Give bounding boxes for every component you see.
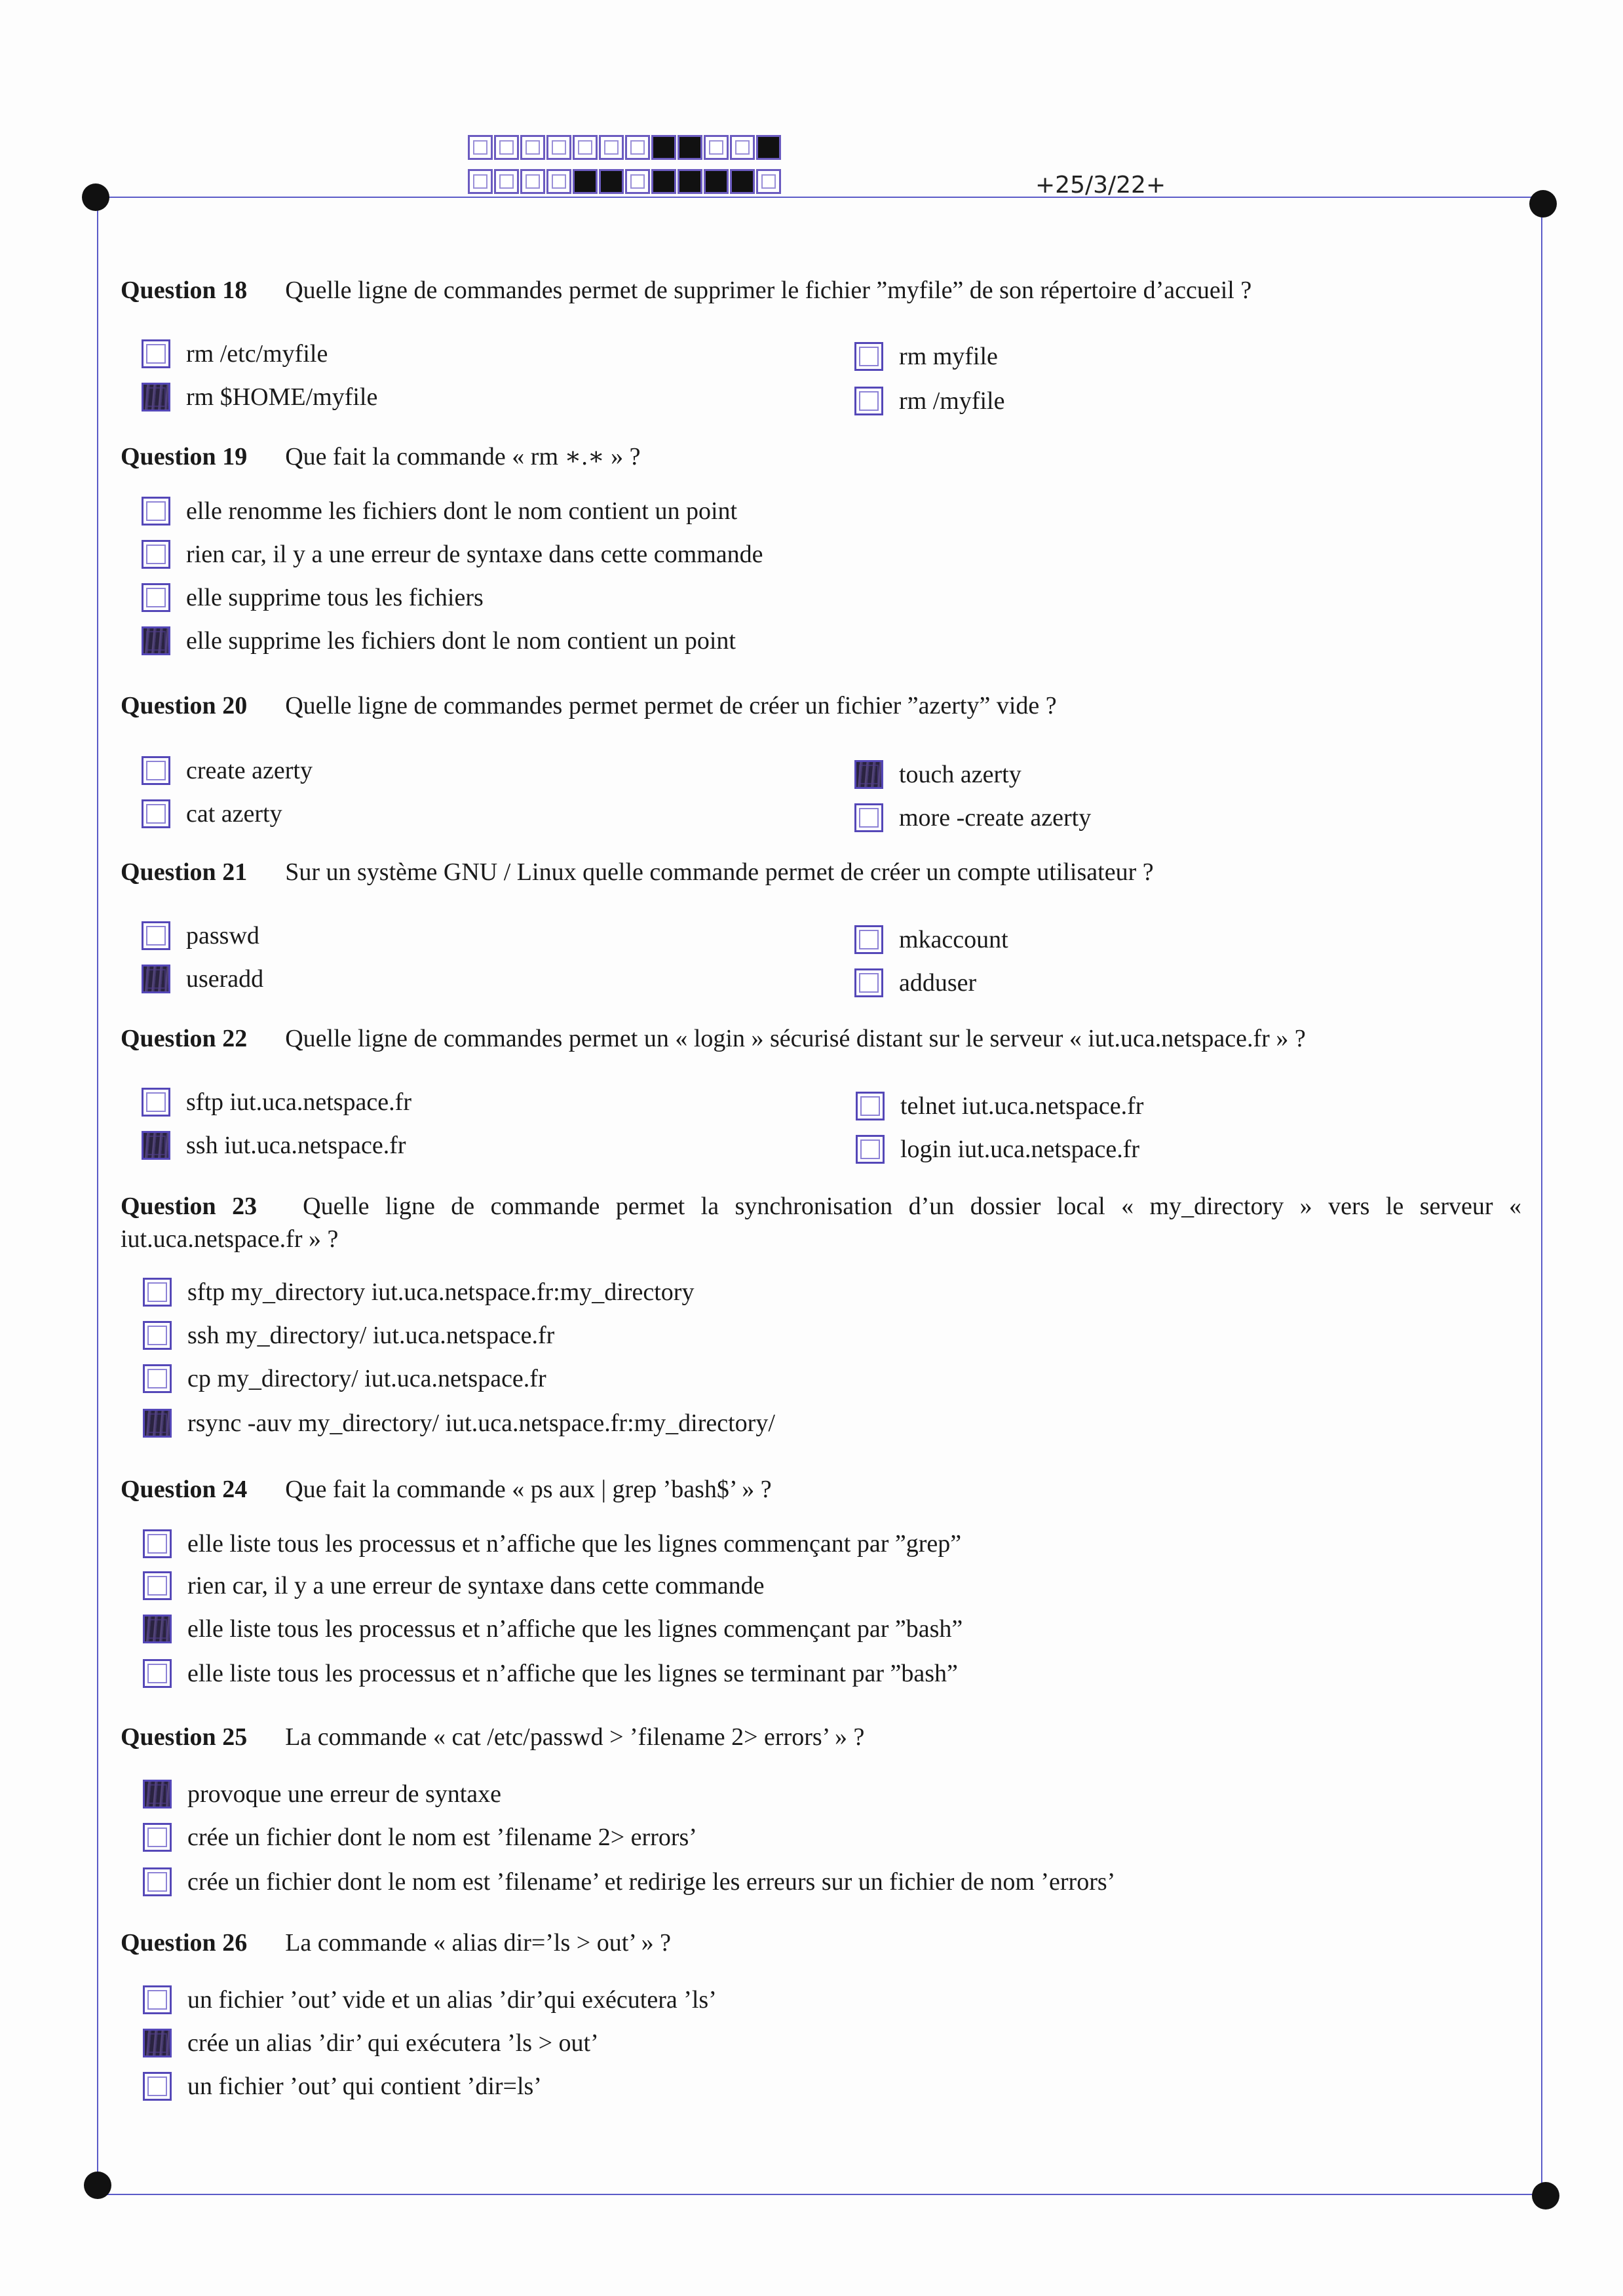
option-q23-d[interactable] [143, 1406, 775, 1440]
code-cell [468, 169, 493, 194]
registration-mark-top-left [82, 183, 109, 211]
code-cell [494, 169, 519, 194]
checkbox[interactable] [854, 925, 883, 954]
checkbox[interactable] [142, 1088, 170, 1117]
question-label: Question 21 [121, 858, 248, 886]
option-q21-d[interactable] [854, 966, 976, 1000]
option-q20-d[interactable] [854, 801, 1091, 835]
checkbox[interactable] [143, 1615, 172, 1643]
code-cell [520, 169, 545, 194]
checkbox[interactable] [143, 1529, 172, 1558]
option-q21-b[interactable] [142, 962, 263, 996]
option-q19-d[interactable] [142, 624, 736, 658]
question-23 [121, 1190, 1521, 1255]
checkbox[interactable] [142, 1131, 170, 1160]
option-text: elle renomme les fichiers dont le nom contient un point [186, 497, 738, 525]
question-text: Quelle ligne de commandes permet un « login » sécurisé distant sur le serveur « iut.uca.netspace.fr » ? [285, 1025, 1306, 1052]
option-text: rm $HOME/myfile [186, 383, 378, 411]
option-text: elle liste tous les processus et n’affiche que les lignes se terminant par ”bash” [187, 1660, 958, 1687]
question-21 [121, 856, 1523, 889]
option-q19-a[interactable] [142, 494, 737, 528]
option-q26-c[interactable] [143, 2069, 542, 2103]
option-text: rien car, il y a une erreur de syntaxe dans cette commande [187, 1572, 765, 1599]
checkbox[interactable] [854, 760, 883, 789]
question-20 [121, 689, 1523, 722]
checkbox[interactable] [142, 497, 170, 526]
option-q20-c[interactable] [854, 757, 1022, 792]
checkbox[interactable] [143, 1780, 172, 1808]
checkbox[interactable] [143, 1278, 172, 1307]
question-label: Question 24 [121, 1476, 248, 1503]
option-text: touch azerty [899, 761, 1022, 788]
code-cell [494, 135, 519, 160]
option-q24-d[interactable] [143, 1656, 958, 1691]
option-text: crée un alias ’dir’ qui exécutera ’ls > out’ [187, 2029, 599, 2057]
code-cell [651, 135, 676, 160]
option-text: un fichier ’out’ vide et un alias ’dir’qui exécutera ’ls’ [187, 1986, 717, 2014]
option-text: elle supprime tous les fichiers [186, 584, 484, 611]
checkbox[interactable] [142, 799, 170, 828]
checkbox[interactable] [142, 921, 170, 950]
question-label: Question 18 [121, 277, 248, 304]
checkbox[interactable] [143, 1571, 172, 1600]
checkbox[interactable] [142, 383, 170, 411]
question-label: Question 23 [121, 1193, 258, 1220]
checkbox[interactable] [143, 2029, 172, 2057]
option-text: more -create azerty [899, 804, 1092, 832]
code-cell [599, 169, 624, 194]
code-cell [678, 135, 702, 160]
option-text: mkaccount [899, 926, 1008, 953]
checkbox[interactable] [143, 1321, 172, 1350]
code-cell [730, 135, 755, 160]
question-label: Question 20 [121, 692, 248, 719]
question-text: Que fait la commande « ps aux | grep ’bash$’ » ? [285, 1476, 772, 1503]
question-text: Quelle ligne de commandes permet permet de créer un fichier ”azerty” vide ? [285, 692, 1057, 719]
checkbox[interactable] [143, 1659, 172, 1688]
code-cell [573, 135, 598, 160]
option-text: telnet iut.uca.netspace.fr [900, 1092, 1144, 1120]
code-cell [704, 169, 729, 194]
checkbox[interactable] [143, 1823, 172, 1852]
option-q24-a[interactable] [143, 1527, 961, 1561]
registration-mark-top-right [1529, 190, 1557, 218]
code-cell [704, 135, 729, 160]
checkbox[interactable] [142, 540, 170, 569]
option-q22-b[interactable] [142, 1128, 406, 1162]
option-text: provoque une erreur de syntaxe [187, 1780, 502, 1808]
question-text: Quelle ligne de commande permet la synchronisation d’un dossier local « my_directory » vers le serveur « iut.uca.netspace.fr » ? [121, 1193, 1521, 1253]
option-text: rm myfile [899, 343, 998, 370]
checkbox[interactable] [854, 387, 883, 415]
registration-mark-bottom-right [1532, 2182, 1559, 2210]
option-text: create azerty [186, 757, 313, 784]
option-text: adduser [899, 969, 977, 997]
question-label: Question 19 [121, 443, 248, 470]
option-q19-c[interactable] [142, 581, 484, 615]
checkbox[interactable] [142, 756, 170, 785]
option-q24-b[interactable] [143, 1569, 765, 1603]
checkbox[interactable] [142, 965, 170, 993]
checkbox[interactable] [142, 339, 170, 368]
question-25 [121, 1721, 1523, 1753]
option-text: elle liste tous les processus et n’affiche que les lignes commençant par ”bash” [187, 1615, 963, 1643]
checkbox[interactable] [856, 1092, 885, 1120]
question-22 [121, 1022, 1523, 1055]
checkbox[interactable] [142, 583, 170, 612]
option-text: rsync -auv my_directory/ iut.uca.netspace.fr:my_directory/ [187, 1409, 775, 1437]
checkbox[interactable] [854, 342, 883, 371]
option-q21-a[interactable] [142, 919, 259, 953]
option-q18-b[interactable] [142, 380, 377, 414]
option-text: elle liste tous les processus et n’affiche que les lignes commençant par ”grep” [187, 1530, 962, 1558]
option-q25-c[interactable] [143, 1865, 1115, 1899]
option-text: rm /etc/myfile [186, 340, 328, 368]
code-cell [520, 135, 545, 160]
checkbox[interactable] [856, 1135, 885, 1164]
option-q25-a[interactable] [143, 1777, 501, 1811]
option-text: cat azerty [186, 800, 282, 828]
option-text: rien car, il y a une erreur de syntaxe dans cette commande [186, 541, 763, 568]
code-cell [651, 169, 676, 194]
option-q18-d[interactable] [854, 384, 1004, 418]
option-q25-b[interactable] [143, 1820, 697, 1854]
option-text: ssh iut.uca.netspace.fr [186, 1132, 406, 1159]
checkbox[interactable] [142, 626, 170, 655]
option-q18-c[interactable] [854, 339, 998, 373]
checkbox[interactable] [854, 968, 883, 997]
option-q26-b[interactable] [143, 2026, 599, 2060]
option-q26-a[interactable] [143, 1983, 717, 2017]
checkbox[interactable] [143, 1867, 172, 1896]
option-q23-b[interactable] [143, 1318, 554, 1352]
option-q22-d[interactable] [856, 1132, 1139, 1166]
option-q19-b[interactable] [142, 537, 763, 571]
option-text: elle supprime les fichiers dont le nom contient un point [186, 627, 736, 655]
option-q23-a[interactable] [143, 1275, 694, 1309]
option-q22-c[interactable] [856, 1089, 1143, 1123]
question-text: Quelle ligne de commandes permet de supprimer le fichier ”myfile” de son répertoire d’accueil ? [285, 277, 1252, 304]
option-q24-c[interactable] [143, 1612, 963, 1646]
question-label: Question 22 [121, 1025, 248, 1052]
question-text: Sur un système GNU / Linux quelle commande permet de créer un compte utilisateur ? [285, 858, 1154, 886]
code-cell [756, 135, 781, 160]
option-text: crée un fichier dont le nom est ’filename 2> errors’ [187, 1824, 697, 1851]
question-18 [121, 274, 1523, 307]
option-q21-c[interactable] [854, 923, 1008, 957]
code-cell [625, 135, 650, 160]
code-cell [730, 169, 755, 194]
question-label: Question 26 [121, 1929, 248, 1957]
option-q18-a[interactable] [142, 337, 328, 371]
code-cell [625, 169, 650, 194]
option-text: login iut.uca.netspace.fr [900, 1136, 1140, 1163]
code-cell [468, 135, 493, 160]
question-label: Question 25 [121, 1723, 248, 1751]
option-text: rm /myfile [899, 387, 1005, 415]
option-q20-a[interactable] [142, 754, 313, 788]
option-text: useradd [186, 965, 264, 993]
question-24 [121, 1473, 1523, 1506]
code-cell [573, 169, 598, 194]
option-text: passwd [186, 922, 259, 949]
question-text: Que fait la commande « rm ∗.∗ » ? [285, 443, 641, 470]
option-text: sftp my_directory iut.uca.netspace.fr:my_directory [187, 1278, 695, 1306]
checkbox[interactable] [143, 1409, 172, 1438]
question-text: La commande « alias dir=’ls > out’ » ? [285, 1929, 671, 1957]
code-cell [546, 135, 571, 160]
checkbox[interactable] [854, 803, 883, 832]
question-text: La commande « cat /etc/passwd > ’filename 2> errors’ » ? [285, 1723, 865, 1751]
code-cell [678, 169, 702, 194]
option-text: un fichier ’out’ qui contient ’dir=ls’ [187, 2073, 542, 2100]
option-text: cp my_directory/ iut.uca.netspace.fr [187, 1365, 546, 1392]
question-19 [121, 440, 1523, 473]
checkbox[interactable] [143, 1985, 172, 2014]
question-26 [121, 1926, 1523, 1959]
option-text: ssh my_directory/ iut.uca.netspace.fr [187, 1322, 555, 1349]
page-code-row-1 [468, 135, 782, 160]
option-q23-c[interactable] [143, 1362, 546, 1396]
checkbox[interactable] [143, 2072, 172, 2101]
code-cell [546, 169, 571, 194]
option-q20-b[interactable] [142, 797, 282, 831]
page-id: +25/3/22+ [1035, 172, 1166, 199]
option-text: crée un fichier dont le nom est ’filename’ et redirige les erreurs sur un fichier de nom ’errors’ [187, 1868, 1116, 1896]
checkbox[interactable] [143, 1364, 172, 1393]
option-text: sftp iut.uca.netspace.fr [186, 1088, 411, 1116]
registration-mark-bottom-left [84, 2172, 111, 2199]
option-q22-a[interactable] [142, 1085, 411, 1119]
code-cell [756, 169, 781, 194]
code-cell [599, 135, 624, 160]
page-code-row-2 [468, 169, 782, 194]
